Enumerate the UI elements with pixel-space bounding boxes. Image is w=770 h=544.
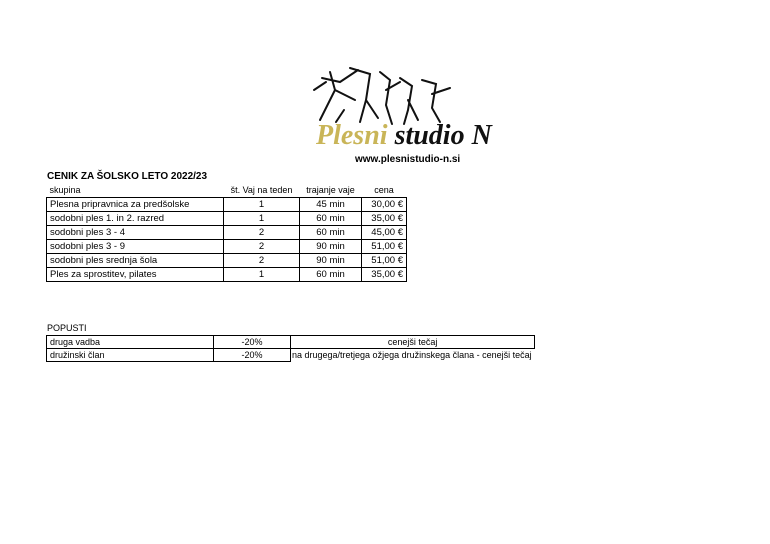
website-url: www.plesnistudio-n.si xyxy=(355,154,461,165)
cell-skupina: sodobni ples 3 - 9 xyxy=(47,240,224,254)
cell-discount-name: družinski član xyxy=(47,349,214,362)
brand-part-2: studio N xyxy=(394,120,492,151)
cell-cena: 45,00 € xyxy=(362,226,407,240)
cell-trajanje: 60 min xyxy=(300,226,362,240)
cell-trajanje: 45 min xyxy=(300,198,362,212)
discounts-title: POPUSTI xyxy=(47,323,87,333)
price-table xyxy=(46,184,407,282)
cell-skupina: sodobni ples 3 - 4 xyxy=(47,226,224,240)
cell-trajanje: 90 min xyxy=(300,254,362,268)
cell-vaje: 1 xyxy=(224,268,300,282)
table-row xyxy=(47,349,535,362)
cell-discount-value: -20% xyxy=(214,349,291,362)
cell-vaje: 1 xyxy=(224,198,300,212)
brand-name xyxy=(316,120,492,152)
cell-trajanje: 60 min xyxy=(300,212,362,226)
cell-vaje: 1 xyxy=(224,212,300,226)
cell-trajanje: 90 min xyxy=(300,240,362,254)
cell-discount-value: -20% xyxy=(214,336,291,349)
table-row xyxy=(47,254,407,268)
header-trajanje: trajanje vaje xyxy=(306,185,355,195)
table-row xyxy=(47,212,407,226)
cell-discount-note: na drugega/tretjega ožjega družinskega člana - cenejši tečaj xyxy=(292,350,532,361)
page-title: CENIK ZA ŠOLSKO LETO 2022/23 xyxy=(47,171,208,182)
header-skupina: skupina xyxy=(49,185,81,195)
table-row xyxy=(47,268,407,282)
cell-trajanje: 60 min xyxy=(300,268,362,282)
cell-vaje: 2 xyxy=(224,226,300,240)
discounts-table xyxy=(46,335,535,362)
logo xyxy=(300,60,520,170)
cell-skupina: sodobni ples 1. in 2. razred xyxy=(47,212,224,226)
cell-discount-note: cenejši tečaj xyxy=(291,336,535,349)
header-vaje: št. Vaj na teden xyxy=(230,185,293,195)
cell-discount-name: druga vadba xyxy=(47,336,214,349)
table-header-row xyxy=(47,184,407,198)
table-row xyxy=(47,336,535,349)
table-row xyxy=(47,226,407,240)
cell-cena: 51,00 € xyxy=(362,240,407,254)
cell-vaje: 2 xyxy=(224,240,300,254)
table-row xyxy=(47,198,407,212)
header-cena: cena xyxy=(374,185,394,195)
cell-vaje: 2 xyxy=(224,254,300,268)
cell-cena: 35,00 € xyxy=(362,268,407,282)
cell-cena: 30,00 € xyxy=(362,198,407,212)
cell-skupina: Ples za sprostitev, pilates xyxy=(47,268,224,282)
cell-cena: 35,00 € xyxy=(362,212,407,226)
cell-skupina: Plesna pripravnica za predšolske xyxy=(47,198,224,212)
table-row xyxy=(47,240,407,254)
cell-skupina: sodobni ples srednja šola xyxy=(47,254,224,268)
brand-part-1: Plesni xyxy=(316,120,388,151)
cell-cena: 51,00 € xyxy=(362,254,407,268)
